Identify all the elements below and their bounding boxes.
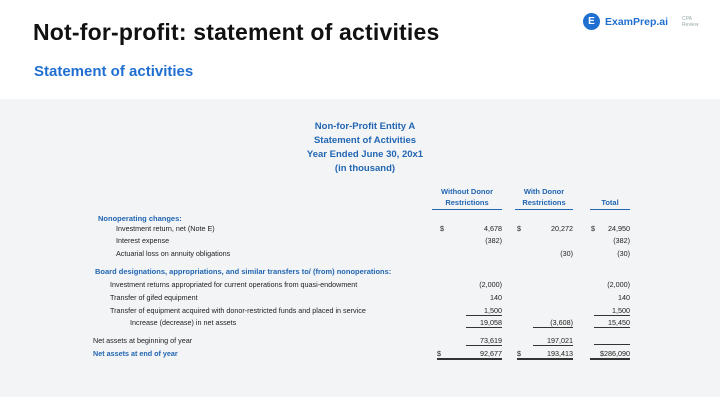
cell-with: (30) bbox=[560, 249, 573, 258]
examprep-logo bbox=[583, 13, 708, 30]
currency-sign: $ bbox=[517, 224, 521, 233]
row-label: Interest expense bbox=[116, 236, 170, 245]
statement-units: (in thousand) bbox=[334, 163, 396, 174]
statement-period: Year Ended June 30, 20x1 bbox=[306, 149, 424, 160]
cell-without: 4,678 bbox=[484, 224, 502, 233]
cell-with: (3,608) bbox=[533, 318, 573, 328]
row-label: Investment returns appropriated for current operations from quasi-endowment bbox=[110, 280, 358, 289]
row-label: Increase (decrease) in net assets bbox=[130, 318, 237, 327]
cell-without: 73,619 bbox=[466, 336, 502, 346]
row-label: Net assets at end of year bbox=[93, 349, 178, 358]
cell-without: 19,058 bbox=[466, 318, 502, 328]
cell-total: 24,950 bbox=[608, 224, 630, 233]
cell-total: 15,450 bbox=[594, 318, 630, 328]
col-header-without-line1: Without Donor bbox=[441, 187, 493, 196]
col-header-with-line2: Restrictions bbox=[522, 198, 566, 207]
cell-with: 193,413 bbox=[533, 349, 573, 360]
logo-name: ExamPrep.ai bbox=[605, 15, 669, 28]
row-label: Actuarial loss on annuity obligations bbox=[116, 249, 231, 258]
cell-without: 1,500 bbox=[466, 306, 502, 316]
logo-tag: CPA Review bbox=[682, 15, 699, 28]
cell-total: (2,000) bbox=[607, 280, 630, 289]
statement-panel bbox=[0, 99, 720, 397]
cell-total: 140 bbox=[618, 293, 630, 302]
col-header-without bbox=[432, 186, 502, 210]
cell-with: 197,021 bbox=[533, 336, 573, 346]
cell-total: (382) bbox=[613, 236, 630, 245]
col-header-total: Total bbox=[590, 197, 630, 210]
entity-name: Non-for-Profit Entity A bbox=[314, 121, 416, 132]
cell-total: 1,500 bbox=[594, 306, 630, 316]
currency-sign: $ bbox=[440, 224, 444, 233]
cell-with: 20,272 bbox=[551, 224, 573, 233]
currency-sign: $ bbox=[517, 349, 533, 360]
examprep-logo-icon: E bbox=[583, 13, 600, 30]
cell-without: 92,677 bbox=[466, 349, 502, 360]
row-label: Transfer of equipment acquired with donor-restricted funds and placed in service bbox=[110, 306, 366, 315]
section-board-designations: Board designations, appropriations, and similar transfers to/ (from) nonoperations: bbox=[95, 267, 392, 276]
cell-without: 140 bbox=[490, 293, 502, 302]
cell-total bbox=[594, 336, 630, 345]
col-header-without-line2: Restrictions bbox=[445, 198, 489, 207]
section-nonoperating: Nonoperating changes: bbox=[98, 214, 182, 223]
cell-without: (382) bbox=[485, 236, 502, 245]
statement-name: Statement of Activities bbox=[313, 135, 417, 146]
currency-sign: $ bbox=[437, 349, 466, 360]
col-header-with bbox=[515, 186, 573, 210]
cell-without: (2,000) bbox=[479, 280, 502, 289]
col-header-with-line1: With Donor bbox=[523, 187, 565, 196]
cell-total: $286,090 bbox=[590, 349, 630, 360]
row-label: Transfer of gifed equipment bbox=[110, 293, 198, 302]
statement-document bbox=[0, 99, 720, 397]
cell-total: (30) bbox=[617, 249, 630, 258]
row-label: Investment return, net (Note E) bbox=[116, 224, 215, 233]
row-label: Net assets at beginning of year bbox=[93, 336, 193, 345]
slide-title: Not-for-profit: statement of activities bbox=[33, 19, 440, 45]
slide-subtitle: Statement of activities bbox=[34, 63, 194, 80]
currency-sign: $ bbox=[591, 224, 595, 233]
